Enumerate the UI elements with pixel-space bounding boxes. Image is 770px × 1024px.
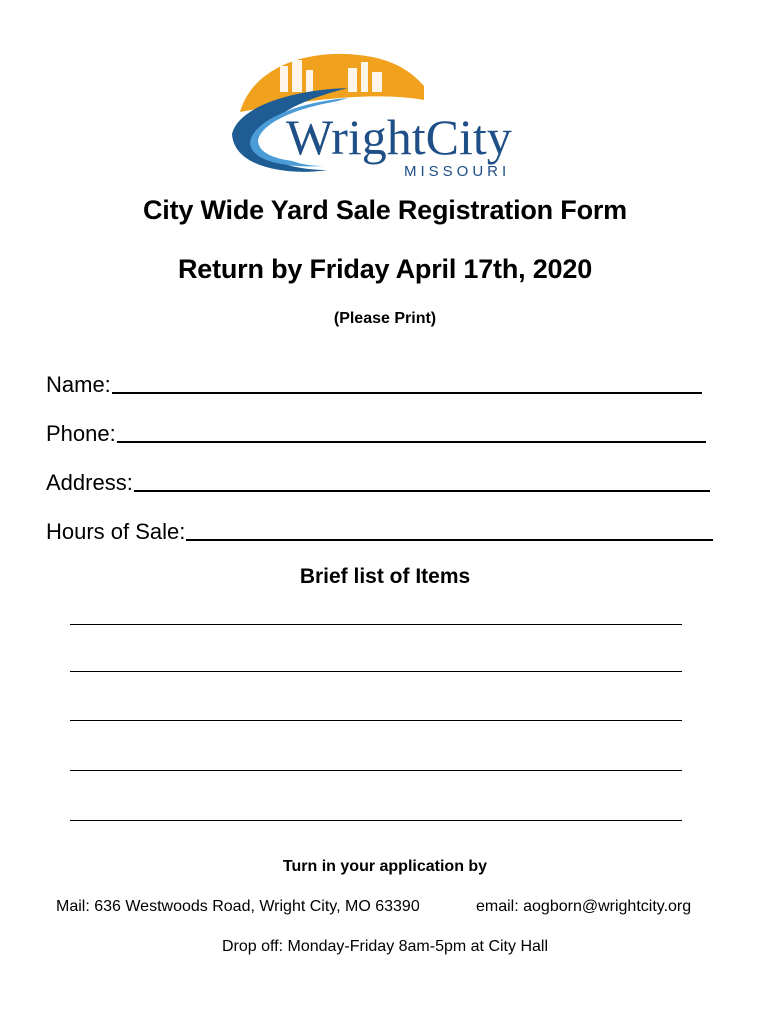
name-field[interactable] (46, 368, 702, 398)
items-heading: Brief list of Items (299, 565, 471, 588)
logo-wordmark: WrightCity (286, 109, 512, 165)
phone-field[interactable] (46, 417, 706, 447)
item-line[interactable] (70, 624, 682, 625)
form-title: City Wide Yard Sale Registration Form (143, 195, 627, 225)
item-line[interactable] (70, 820, 682, 821)
item-line[interactable] (70, 770, 682, 771)
hours-field[interactable] (46, 515, 713, 545)
email-address: email: aogborn@wrightcity.org (476, 898, 692, 915)
phone-input-line[interactable] (117, 441, 706, 443)
mail-address: Mail: 636 Westwoods Road, Wright City, MO 63390 (56, 898, 420, 915)
address-input-line[interactable] (134, 490, 710, 492)
hours-input-line[interactable] (186, 539, 713, 541)
dropoff-info: Drop off: Monday-Friday 8am-5pm at City Hall (221, 938, 549, 955)
name-label: Name: (46, 372, 111, 397)
hours-label: Hours of Sale: (46, 519, 186, 544)
please-print-note: (Please Print) (333, 310, 437, 327)
phone-label: Phone: (46, 421, 116, 446)
return-deadline: Return by Friday April 17th, 2020 (177, 254, 593, 284)
turn-in-heading: Turn in your application by (282, 858, 488, 875)
name-input-line[interactable] (112, 392, 702, 394)
address-field[interactable] (46, 466, 710, 496)
item-line[interactable] (70, 720, 682, 721)
logo-state: MISSOURI (404, 163, 511, 180)
item-line[interactable] (70, 671, 682, 672)
address-label: Address: (46, 470, 133, 495)
wright-city-logo (228, 46, 544, 184)
